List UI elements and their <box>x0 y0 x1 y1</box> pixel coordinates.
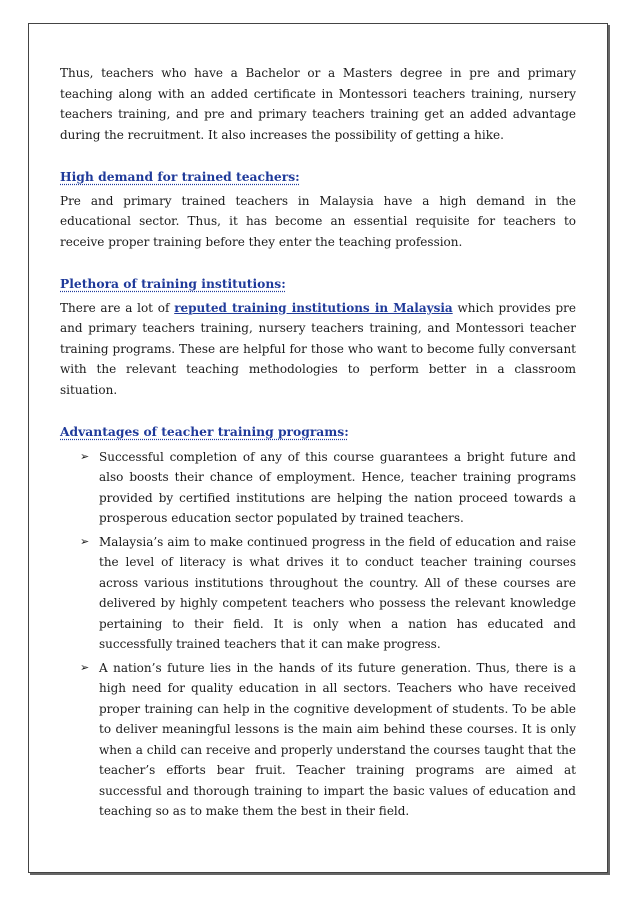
document-body <box>60 63 576 825</box>
reputed-institutions-link[interactable]: reputed training institutions in Malaysia <box>174 300 453 315</box>
heading-high-demand: High demand for trained teachers: <box>60 169 300 184</box>
heading-plethora-institutions: Plethora of training institutions: <box>60 276 286 291</box>
list-item <box>60 658 576 822</box>
institutions-text-before: There are a lot of <box>60 300 175 315</box>
advantages-list <box>60 447 576 822</box>
intro-paragraph: Thus, teachers who have a Bachelor or a Masters degree in pre and primary teaching along with an added certificate in Montessori teachers training, nursery teachers training, and pre and primary teachers training get an added advantage during the recruitment. It also increases the possibility of getting a hike. <box>60 66 576 142</box>
arrow-bullet-icon: ➢ <box>80 534 90 548</box>
list-item-text: A nation’s future lies in the hands of its future generation. Thus, there is a high need for quality education in all sectors. Teachers who have received proper training can help in the cognitive development of students. To be able to deliver meaningful lessons is the main aim behind these courses. It is only when a child can receive and properly understand the courses taught that the teacher’s efforts bear fruit. Teacher training programs are aimed at successful and thorough training to impart the basic values of education and teaching so as to make them the best in their field. <box>99 660 576 818</box>
institutions-text-after: which provides pre and primary teachers training, nursery teachers training, and Montessori teacher training programs. These are helpful for those who want to become fully conversant with the relevant teaching methodologies to perform better in a classroom situation. <box>60 300 576 397</box>
list-item <box>60 447 576 529</box>
arrow-bullet-icon: ➢ <box>80 660 90 674</box>
heading-advantages: Advantages of teacher training programs: <box>60 424 349 439</box>
arrow-bullet-icon: ➢ <box>80 449 90 463</box>
list-item-text: Successful completion of any of this course guarantees a bright future and also boosts their chance of employment. Hence, teacher training programs provided by certified institutions are helping the nation proceed towards a prosperous education sector populated by trained teachers. <box>99 449 576 525</box>
list-item <box>60 532 576 655</box>
institutions-paragraph <box>60 298 576 401</box>
high-demand-paragraph: Pre and primary trained teachers in Malaysia have a high demand in the educational sector. Thus, it has become an essential requisite for teachers to receive proper training before they enter the teaching profession. <box>60 193 576 249</box>
list-item-text: Malaysia’s aim to make continued progress in the field of education and raise the level of literacy is what drives it to conduct teacher training courses across various institutions throughout the country. All of these courses are delivered by highly competent teachers who possess the relevant knowledge pertaining to their field. It is only when a nation has educated and successfully trained teachers that it can make progress. <box>99 534 576 651</box>
